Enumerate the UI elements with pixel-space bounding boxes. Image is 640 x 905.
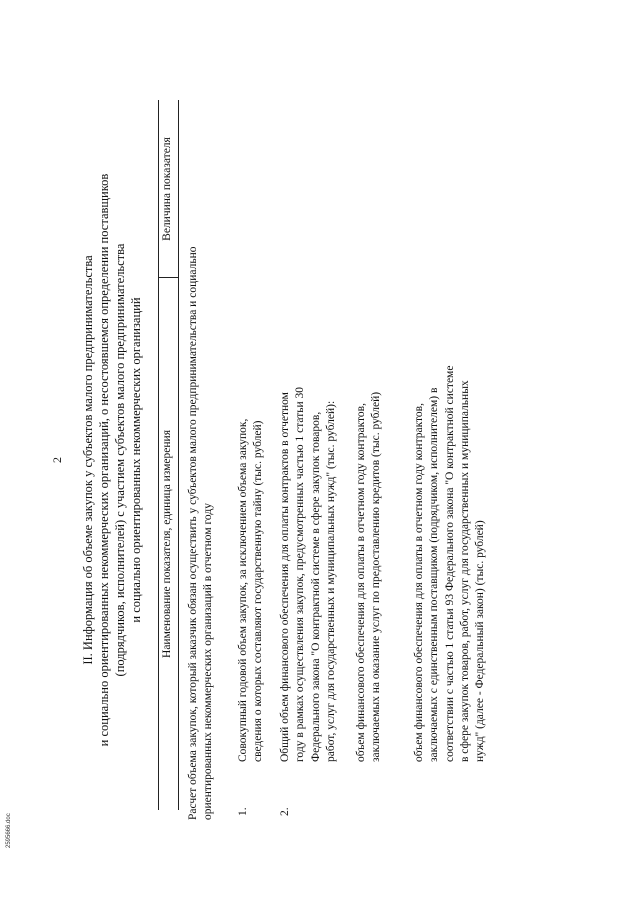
heading-line: (подрядчиков, исполнителей) с участием субъектов малого предпринимательства [113, 243, 127, 677]
table-intro-text: Расчет объема закупок, который заказчик обязан осуществить у субъектов малого предпринимательства и социально ориентированных некоммерческих организаций в отчетном году [187, 246, 214, 820]
row-number: 1. [237, 807, 249, 816]
sub-item: объем финансового обеспечения для оплаты в отчетном году контрактов, заключаемых с единственным поставщиком (подрядчиком, исполнителем) в соответствии с частью 1 статьи 93 Федерального закона "О контрактной системе в сфере закупок товаров, работ, услуг для государственных и муниципальных нужд" (далее - Федеральный закон) (тыс. рублей) [413, 365, 487, 762]
heading-line: II. Информация об объеме закупок у субъектов малого предпринимательства [81, 255, 95, 665]
heading-line: и социально ориентированных некоммерческих организаций, о несостоявшемся определении поставщиков [97, 173, 111, 747]
sub-item: объем финансового обеспечения для оплаты в отчетном году контрактов, заключаемых на оказание услуг по предоставлению кредитов (тыс. рублей) [355, 391, 383, 762]
column-header-name: Наименование показателя, единица измерения [161, 430, 173, 658]
rotated-content [40, 60, 600, 860]
column-header-value: Величина показателя [161, 137, 173, 241]
row-text: Общий объем финансового обеспечения для оплаты контрактов в отчетном году в рамках осуществления закупок, предусмотренных частью 1 статьи 30 Федерального закона "О контрактной системе в сфере закупок товаров, работ, услуг для государственных и муниципальных нужд" (тыс. рублей): [279, 386, 337, 762]
row-text: Совокупный годовой объем закупок, за исключением объема закупок, сведения о которых составляют государственную тайну (тыс. рублей) [237, 418, 265, 762]
table-header-border [178, 100, 179, 810]
row-number: 2. [279, 807, 291, 816]
section-heading [80, 80, 144, 840]
document-code: 2595666.doc [6, 813, 12, 848]
page-number: 2 [50, 457, 64, 463]
table-top-border [158, 100, 159, 810]
heading-line: и социально ориентированных некоммерческих организаций [129, 297, 143, 623]
